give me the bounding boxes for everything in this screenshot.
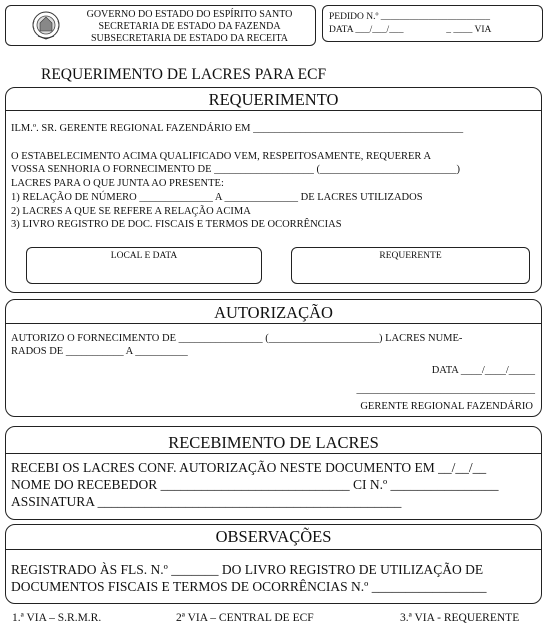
requerimento-item-2: 2) LACRES A QUE SE REFERE A RELAÇÃO ACIMA	[11, 206, 251, 217]
footer-via-3: 3.ª VIA - REQUERENTE	[400, 612, 520, 624]
observacoes-divider	[6, 549, 541, 550]
header-line-1: GOVERNO DO ESTADO DO ESPÍRITO SANTO	[86, 9, 293, 20]
autorizacao-signature-line[interactable]: __________________________________	[356, 384, 535, 395]
requerimento-divider	[6, 110, 541, 111]
requerimento-item-3: 3) LIVRO REGISTRO DE DOC. FISCAIS E TERMOS DE OCORRÊNCIAS	[11, 219, 342, 230]
observacoes-line-1[interactable]: REGISTRADO ÀS FLS. N.º _______ DO LIVRO REGISTRO DE UTILIZAÇÃO DE	[11, 562, 484, 577]
header-agency-box	[5, 5, 316, 46]
observacoes-title: OBSERVAÇÕES	[215, 527, 332, 546]
requerente-box[interactable]	[291, 247, 530, 284]
recebimento-signature-line[interactable]: ASSINATURA _____________________________________________	[11, 494, 402, 509]
order-number-field[interactable]: PEDIDO N.º _______________________	[329, 12, 491, 22]
recebimento-section	[5, 426, 542, 520]
requerimento-section	[5, 87, 542, 293]
requerimento-addressee[interactable]: ILM.º. SR. GERENTE REGIONAL FAZENDÁRIO EM ________________________________________	[11, 123, 464, 134]
observacoes-section	[5, 524, 542, 604]
header-line-3: SUBSECRETARIA DE ESTADO DA RECEITA	[90, 33, 289, 44]
order-date-via-field[interactable]: DATA ___/___/___ _ ____ VIA	[329, 25, 492, 35]
local-date-label: LOCAL E DATA	[110, 251, 178, 261]
autorizacao-text-1[interactable]: AUTORIZO O FORNECIMENTO DE ________________ (_____________________) LACRES NUME-	[11, 333, 463, 344]
footer-via-1: 1.ª VIA – S.R.M.R.	[12, 612, 102, 624]
observacoes-line-2[interactable]: DOCUMENTOS FISCAIS E TERMOS DE OCORRÊNCIAS N.º _________________	[11, 579, 487, 594]
requerimento-text-3: LACRES PARA O QUE JUNTA AO PRESENTE:	[11, 178, 224, 189]
header-line-2: SECRETARIA DE ESTADO DA FAZENDA	[98, 21, 281, 32]
autorizacao-divider	[6, 323, 541, 324]
footer-via-2: 2ª VIA – CENTRAL DE ECF	[176, 612, 314, 624]
local-date-box[interactable]	[26, 247, 262, 284]
requerente-label: REQUERENTE	[379, 251, 442, 261]
recebimento-receiver-line[interactable]: NOME DO RECEBEDOR ____________________________ CI N.º ________________	[11, 477, 499, 492]
requerimento-title: REQUERIMENTO	[208, 90, 339, 109]
requerimento-item-1[interactable]: 1) RELAÇÃO DE NÚMERO ______________ A ______________ DE LACRES UTILIZADOS	[11, 192, 423, 203]
recebimento-title: RECEBIMENTO DE LACRES	[168, 433, 379, 452]
requerimento-text-2[interactable]: VOSSA SENHORIA O FORNECIMENTO DE ___________________ (__________________________)	[11, 164, 460, 175]
autorizacao-date-field[interactable]: DATA ____/____/_____	[431, 365, 535, 376]
autorizacao-section	[5, 299, 542, 417]
state-coat-of-arms-icon	[30, 9, 62, 41]
gerente-label: GERENTE REGIONAL FAZENDÁRIO	[360, 401, 533, 412]
autorizacao-text-2[interactable]: RADOS DE ___________ A __________	[11, 346, 188, 357]
recebimento-divider	[6, 453, 541, 454]
form-title: REQUERIMENTO DE LACRES PARA ECF	[41, 66, 327, 83]
autorizacao-title: AUTORIZAÇÃO	[214, 303, 333, 322]
header-order-box	[322, 5, 543, 42]
requerimento-text-1: O ESTABELECIMENTO ACIMA QUALIFICADO VEM, RESPEITOSAMENTE, REQUERER A	[11, 151, 432, 162]
recebimento-date-line[interactable]: RECEBI OS LACRES CONF. AUTORIZAÇÃO NESTE DOCUMENTO EM __/__/__	[11, 460, 487, 475]
